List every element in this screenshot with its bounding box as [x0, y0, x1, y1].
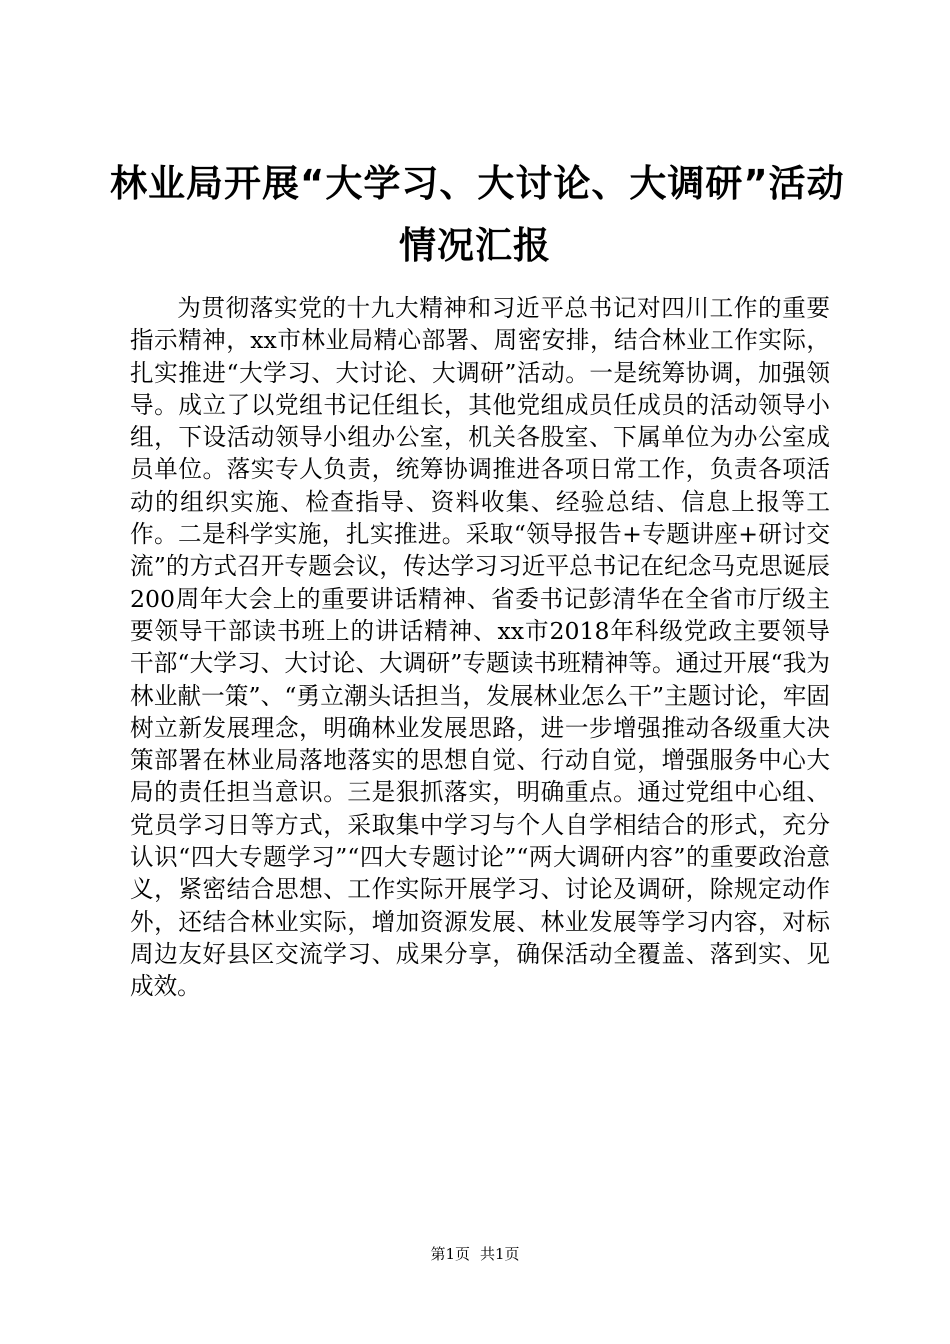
page-footer [0, 1244, 950, 1264]
document-title-line-1: 林业局开展“大学习、大讨论、大调研”活动 [110, 162, 845, 205]
page-total: 共1页 [480, 1245, 520, 1263]
page-number: 第1页 [430, 1245, 470, 1263]
document-title-line-2: 情况汇报 [399, 224, 551, 267]
body-paragraph: 为贯彻落实党的十九大精神和习近平总书记对四川工作的重要指示精神，xx市林业局精心部署、周密安排，结合林业工作实际，扎实推进“大学习、大讨论、大调研”活动。一是统筹协调，加强领导。成立了以党组书记任组长，其他党组成员任成员的活动领导小组，下设活动领导小组办公室，机关各股室、下属单位为办公室成员单位。落实专人负责，统筹协调推进各项日常工作，负责各项活动的组织实施、检查指导、资料收集、经验总结、信息上报等工作。二是科学实施，扎实推进。采取“领导报告+专题讲座+研讨交流”的方式召开专题会议，传达学习习近平总书记在纪念马克思诞辰200周年大会上的重要讲话精神、省委书记彭清华在全省市厅级主要领导干部读书班上的讲话精神、xx市2018年科级党政主要领导干部“大学习、大讨论、大调研”专题读书班精神等。通过开展“我为林业献一策”、“勇立潮头话担当，发展林业怎么干”主题讨论，牢固树立新发展理念，明确林业发展思路，进一步增强推动各级重大决策部署在林业局落地落实的思想自觉、行动自觉，增强服务中心大局的责任担当意识。三是狠抓落实，明确重点。通过党组中心组、党员学习日等方式，采取集中学习与个人自学相结合的形式，充分认识“四大专题学习”“四大专题讨论”“两大调研内容”的重要政治意义，紧密结合思想、工作实际开展学习、讨论及调研，除规定动作外，还结合林业实际，增加资源发展、林业发展等学习内容，对标周边友好县区交流学习、成果分享，确保活动全覆盖、落到实、见成效。 [130, 294, 830, 1001]
